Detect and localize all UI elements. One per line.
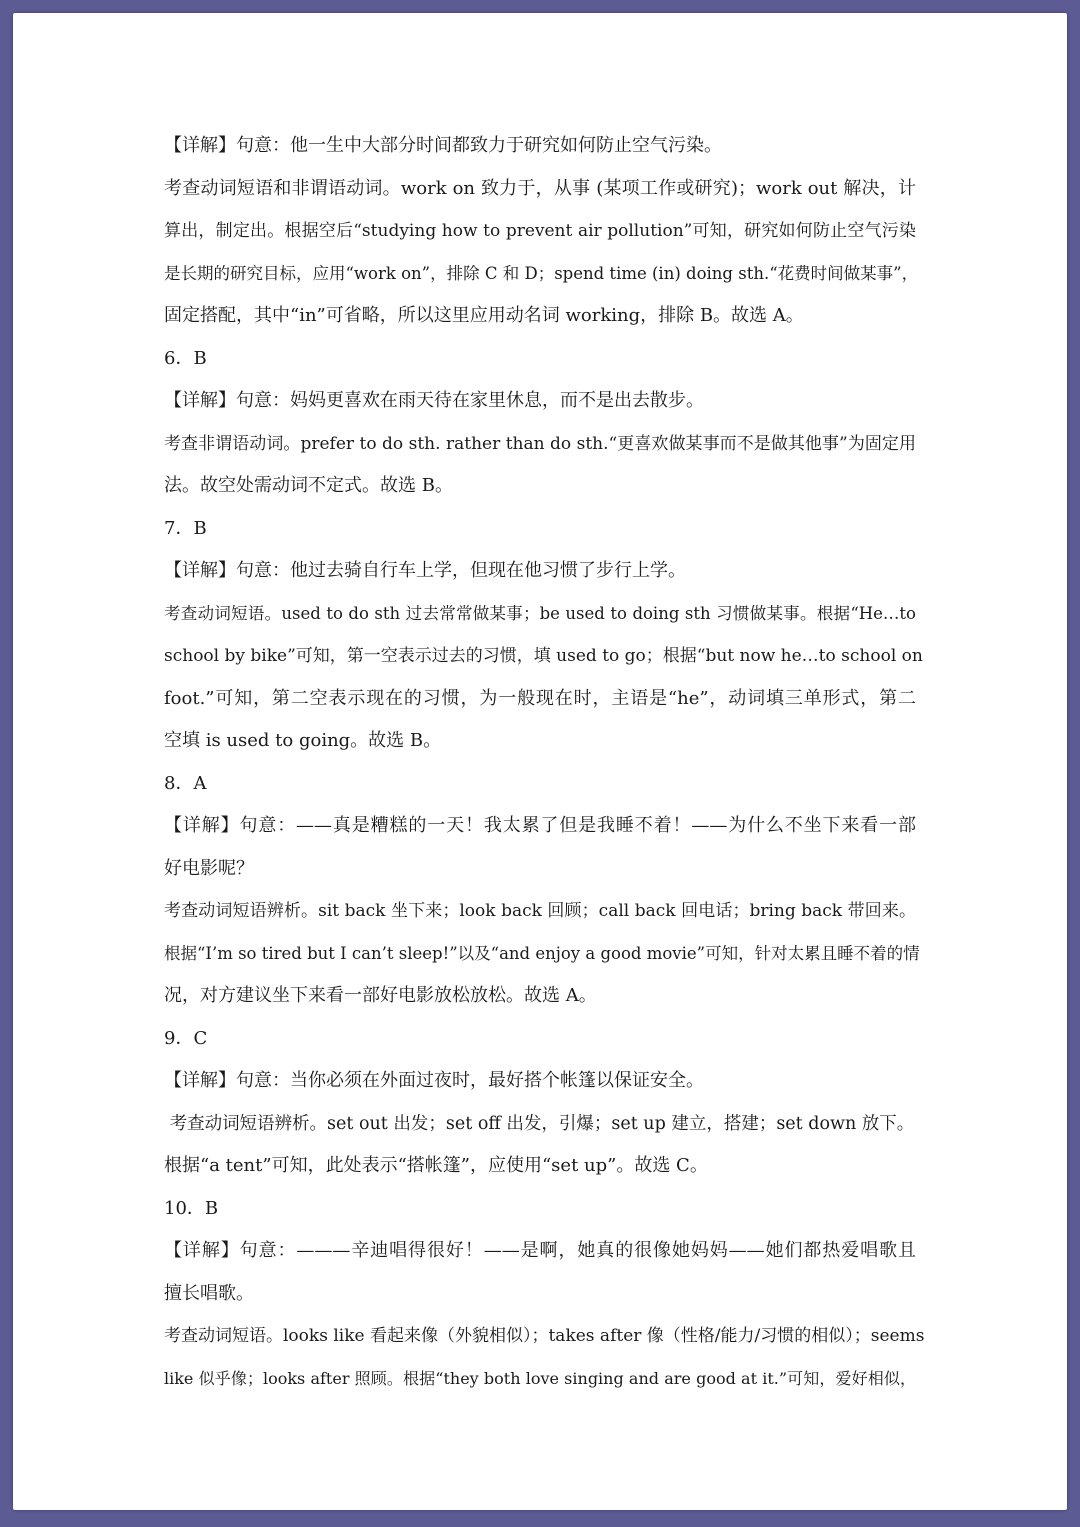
text-line: 考查动词短语辨析。set out 出发；set off 出发，引爆；set up 建立，搭建；set down 放下。 — [164, 1114, 915, 1134]
answer-number: 7．B — [164, 518, 207, 539]
text-line: 考查动词短语。used to do sth 过去常常做某事；be used to doing sth 习惯做某事。根据“He…to — [164, 604, 916, 623]
document-page — [13, 13, 1067, 1510]
text-line: 固定搭配，其中“in”可省略，所以这里应用动名词 working，排除 B。故选 A。 — [164, 305, 804, 326]
text-line: foot.”可知，第二空表示现在的习惯，为一般现在时，主语是“he”，动词填三单形式，第二 — [164, 688, 916, 709]
answer-number: 9．C — [164, 1028, 208, 1049]
answer-number: 6．B — [164, 348, 207, 369]
text-line: 【详解】句意：他过去骑自行车上学，但现在他习惯了步行上学。 — [164, 560, 686, 581]
text-line: 考查动词短语。looks like 看起来像（外貌相似）；takes after 像（性格/能力/习惯的相似）；seems — [164, 1326, 925, 1346]
text-line: 【详解】句意：他一生中大部分时间都致力于研究如何防止空气污染。 — [164, 135, 722, 156]
text-line: 【详解】句意：——真是糟糕的一天！我太累了但是我睡不着！——为什么不坐下来看一部 — [164, 815, 916, 836]
text-line: like 似乎像；looks after 照顾。根据“they both love singing and are good at it.”可知，爱好相似， — [164, 1369, 916, 1388]
text-line: 空填 is used to going。故选 B。 — [164, 730, 442, 751]
text-line: 根据“I’m so tired but I can’t sleep!”以及“and enjoy a good movie”可知，针对太累且睡不着的情 — [164, 944, 920, 963]
text-line: 擅长唱歌。 — [164, 1283, 254, 1304]
text-line: 法。故空处需动词不定式。故选 B。 — [164, 475, 453, 496]
text-line: school by bike”可知，第一空表示过去的习惯，填 used to go；根据“but now he…to school on — [164, 646, 923, 666]
text-line: 算出，制定出。根据空后“studying how to prevent air pollution”可知，研究如何防止空气污染 — [164, 221, 916, 241]
text-line: 考查动词短语辨析。sit back 坐下来；look back 回顾；call back 回电话；bring back 带回来。 — [164, 901, 916, 921]
text-line: 况，对方建议坐下来看一部好电影放松放松。故选 A。 — [164, 985, 597, 1006]
answer-number: 8．A — [164, 773, 207, 794]
text-line: 【详解】句意：当你必须在外面过夜时，最好搭个帐篷以保证安全。 — [164, 1070, 704, 1091]
text-line: 【详解】句意：———辛迪唱得很好！——是啊，她真的很像她妈妈——她们都热爱唱歌且 — [164, 1240, 916, 1261]
text-line: 是长期的研究目标，应用“work on”，排除 C 和 D；spend time (in) doing sth.“花费时间做某事”， — [164, 264, 919, 283]
text-line: 根据“a tent”可知，此处表示“搭帐篷”，应使用“set up”。故选 C。 — [164, 1155, 708, 1176]
text-line: 好电影呢？ — [164, 858, 254, 879]
text-line: 考查动词短语和非谓语动词。work on 致力于，从事 (某项工作或研究)；work out 解决，计 — [164, 178, 916, 199]
text-line: 考查非谓语动词。prefer to do sth. rather than do sth.“更喜欢做某事而不是做其他事”为固定用 — [164, 434, 916, 454]
answer-number: 10．B — [164, 1198, 219, 1219]
text-line: 【详解】句意：妈妈更喜欢在雨天待在家里休息，而不是出去散步。 — [164, 390, 704, 411]
